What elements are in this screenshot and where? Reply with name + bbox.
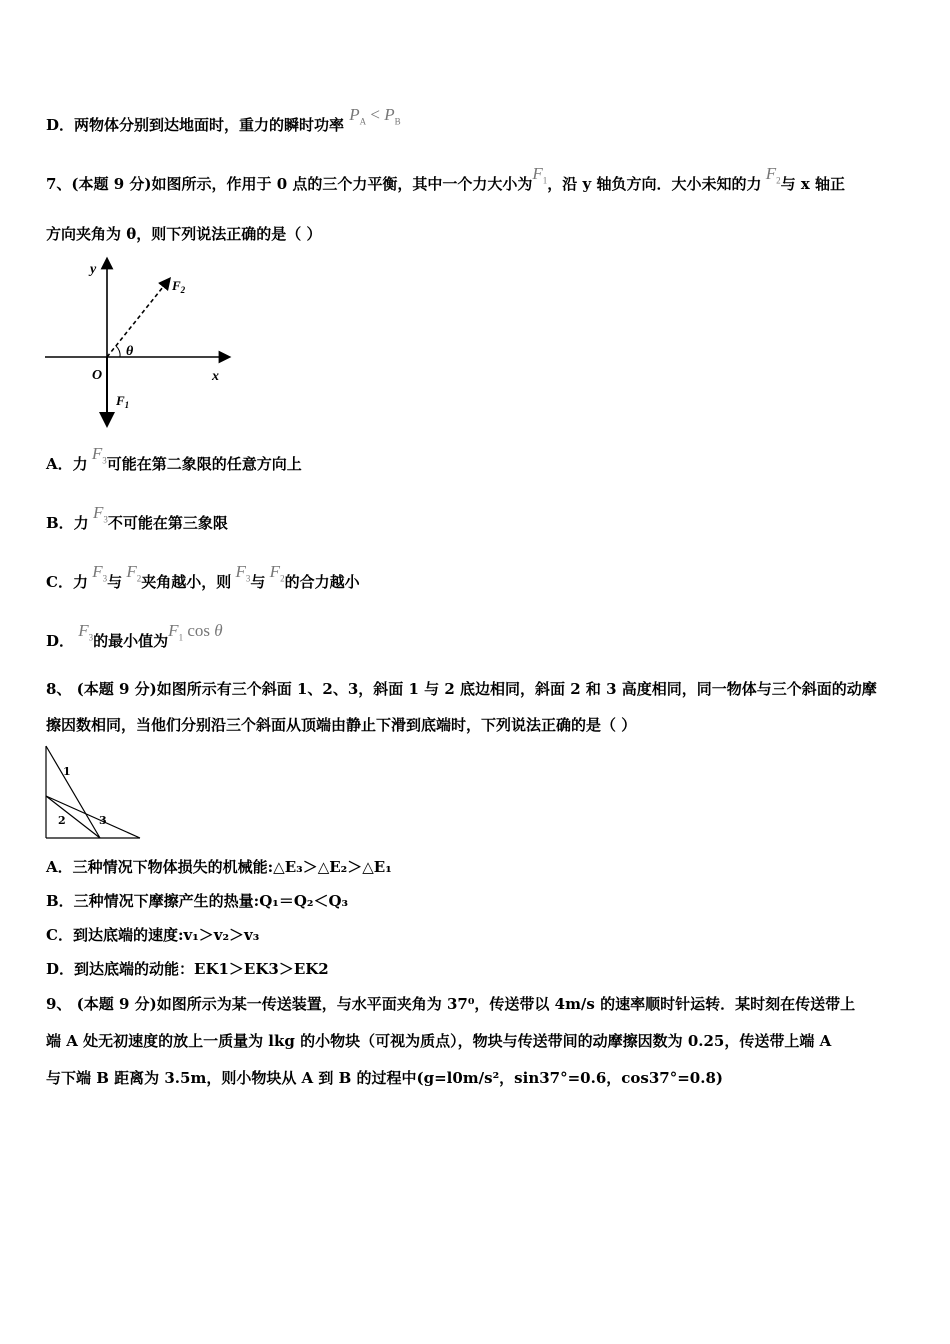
- sub-3: 3: [245, 573, 251, 584]
- f-letter: F: [91, 444, 103, 463]
- f1-label-letter: F: [116, 393, 125, 408]
- sub-2: 2: [136, 573, 142, 584]
- f-letter: F: [92, 562, 103, 581]
- f2-symbol: [122, 562, 142, 584]
- option-d-text: 的最小值为: [93, 632, 169, 650]
- f2-label: [171, 278, 186, 295]
- y-axis-label: y: [90, 262, 97, 277]
- q8-option-c-text: C．到达底端的速度:v₁＞v₂＞v₃: [46, 926, 260, 944]
- sub-2: 2: [280, 573, 285, 584]
- q8-option-d-text: D．到达底端的动能：EK1＞EK3＞EK2: [46, 960, 329, 978]
- q8-option-b-text: B．三种情况下摩擦产生的热量:Q₁＝Q₂＜Q₃: [46, 892, 349, 910]
- q8-option-c: [46, 925, 259, 945]
- f2-label-sub: 2: [180, 285, 186, 295]
- theta-label: θ: [126, 344, 134, 359]
- q7-option-b: [46, 503, 228, 539]
- formula-sub-a: A: [359, 116, 367, 127]
- option-b-prefix: B．力: [46, 514, 89, 532]
- f2-arrow: [107, 282, 167, 357]
- option-d-prefix: D．: [46, 632, 75, 650]
- formula-pa-lt-pb: [349, 105, 401, 127]
- q8-stem-line2: [46, 715, 636, 735]
- f3-symbol: [88, 562, 108, 584]
- q7-stem-d: 方向夹角为 θ，则下列说法正确的是（ ）: [46, 225, 322, 243]
- q8-option-a-text: A．三种情况下物体损失的机械能:△E₃＞△E₂＞△E₁: [46, 858, 392, 876]
- q9-stem-line2: [46, 1031, 831, 1051]
- option-a-text: 可能在第二象限的任意方向上: [106, 455, 302, 473]
- sub-1: 1: [178, 632, 184, 643]
- f-letter: F: [269, 562, 281, 581]
- q7-option-d: [46, 621, 223, 657]
- f2-symbol: [265, 562, 285, 584]
- q7-stem-c: 与 x 轴正: [780, 175, 845, 193]
- formula-p: P: [349, 105, 360, 124]
- f3-symbol: [89, 503, 108, 525]
- q8-stem-line1: [46, 679, 877, 699]
- q8-stem-b: 擦因数相同，当他们分别沿三个斜面从顶端由静止下滑到底端时，下列说法正确的是（ ）: [46, 716, 637, 734]
- q8-option-a: [46, 857, 392, 877]
- incline-2-label: 2: [58, 814, 66, 827]
- f-letter: F: [765, 164, 777, 183]
- q9-stem-a: 9、 (本题 9 分)如图所示为某一传送装置，与水平面夹角为 37⁰，传送带以 4m/s 的速率顺时针运转．某时刻在传送带上: [46, 995, 856, 1013]
- sub-3: 3: [103, 514, 108, 525]
- sub-2: 2: [776, 175, 781, 186]
- option-c-mid1: 与: [107, 573, 123, 591]
- f2-symbol: [761, 164, 781, 186]
- q7-stem-line1: [46, 164, 845, 200]
- q7-option-a: [46, 444, 302, 480]
- f1-label-sub: 1: [124, 400, 130, 410]
- q7-option-c: [46, 562, 360, 598]
- incline-3-label: 3: [99, 814, 107, 827]
- f3-symbol: [74, 621, 94, 643]
- formula-p2: P: [384, 105, 395, 124]
- q9-stem-b: 端 A 处无初速度的放上一质量为 lkg 的小物块（可视为质点），物块与传送带间的动摩擦因数为 0.25，传送带上端 A: [46, 1032, 832, 1050]
- theta-symbol: θ: [214, 621, 223, 640]
- x-axis-label: x: [212, 369, 219, 384]
- f-letter: F: [235, 562, 246, 581]
- option-c-text: 的合力越小: [284, 573, 360, 591]
- q7-stem-line2: [46, 224, 321, 244]
- q7-stem-b: ，沿 y 轴负方向．大小未知的力: [547, 175, 762, 193]
- f1-label: [115, 393, 129, 410]
- q9-stem-c: 与下端 B 距离为 3.5m，则小物块从 A 到 B 的过程中(g=l0m/s²，sin37°=0.6，cos37°=0.8): [46, 1069, 723, 1087]
- f3-symbol: [231, 562, 251, 584]
- formula-sub-b: B: [394, 116, 401, 127]
- incline-diagram: [42, 744, 144, 840]
- f-letter: F: [532, 164, 543, 183]
- force-diagram: [40, 255, 240, 430]
- sub-1: 1: [542, 175, 548, 186]
- sub-3: 3: [102, 573, 108, 584]
- formula-lt: <: [370, 105, 380, 124]
- f3-symbol: [88, 444, 107, 466]
- sub-3: 3: [102, 455, 107, 466]
- option-a-prefix: A．力: [46, 455, 88, 473]
- q6-option-d: [46, 105, 401, 141]
- incline-1: [46, 746, 100, 838]
- option-b-text: 不可能在第三象限: [107, 514, 228, 532]
- option-c-mid3: 与: [250, 573, 266, 591]
- f2-label-letter: F: [172, 278, 181, 293]
- q9-stem-line3: [46, 1068, 723, 1088]
- q8-stem-a: 8、 (本题 9 分)如图所示有三个斜面 1、2、3，斜面 1 与 2 底边相同，斜面 2 和 3 高度相同，同一物体与三个斜面的动摩: [46, 680, 877, 698]
- f1-symbol: [532, 164, 548, 186]
- f-letter: F: [126, 562, 137, 581]
- sub-3: 3: [88, 632, 94, 643]
- f-letter: F: [168, 621, 179, 640]
- option-c-prefix: C．力: [46, 573, 88, 591]
- incline-1-label: 1: [63, 765, 71, 778]
- theta-arc: [116, 346, 120, 357]
- f-letter: F: [92, 503, 104, 522]
- option-c-mid2: 夹角越小，则: [141, 573, 232, 591]
- origin-label: O: [92, 368, 103, 383]
- q8-option-b: [46, 891, 348, 911]
- q7-stem-a: 7、(本题 9 分)如图所示，作用于 0 点的三个力平衡，其中一个力大小为: [46, 175, 533, 193]
- q6-option-d-text: D．两物体分别到达地面时，重力的瞬时功率: [46, 116, 345, 134]
- q8-option-d: [46, 959, 329, 979]
- q9-stem-line1: [46, 994, 855, 1014]
- f-letter: F: [78, 621, 89, 640]
- f1-cos-theta: [168, 621, 223, 643]
- cos-text: cos: [187, 621, 210, 640]
